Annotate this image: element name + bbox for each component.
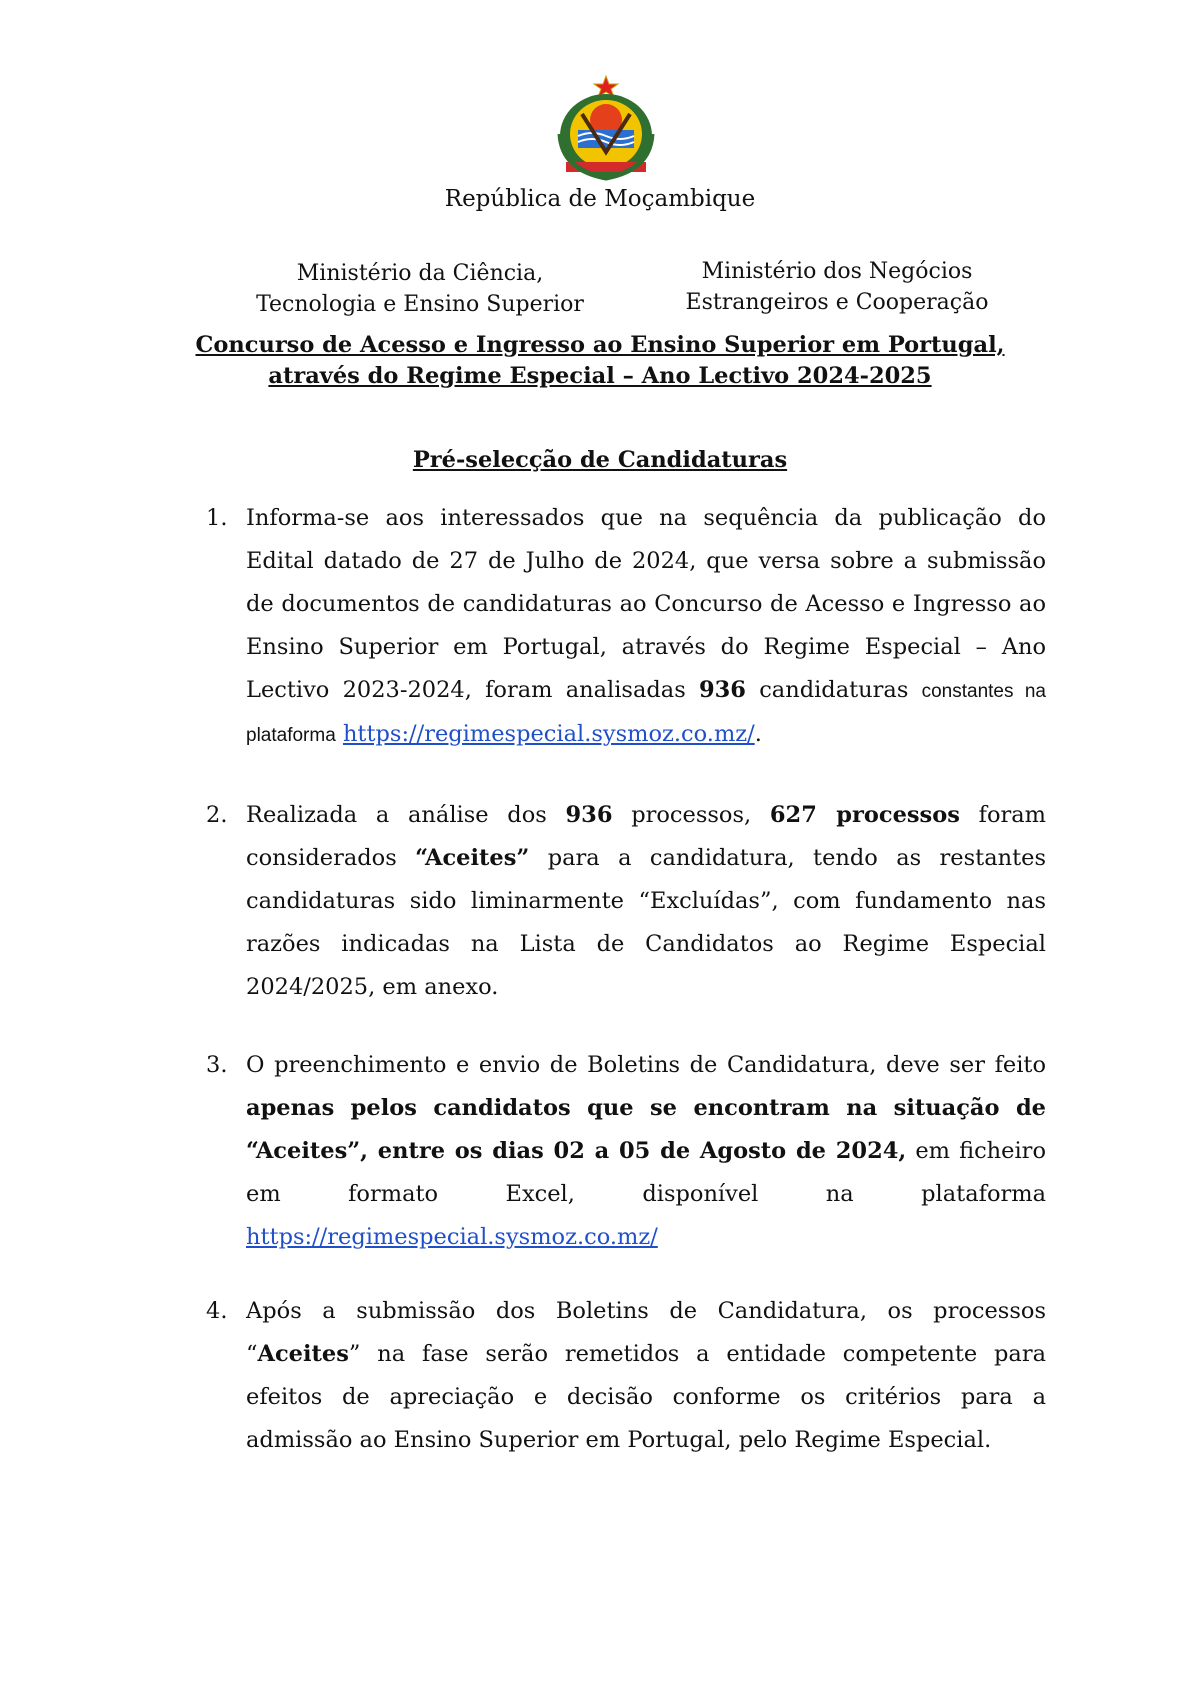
item-text: para a candidatura, tendo as restantes candidaturas sido liminarmente “Excluídas”, com fundamento nas razões indicadas na Lista de Candidatos ao Regime Especial 2024/2025, em anexo. [246, 845, 1047, 1000]
list-item-2 [206, 794, 1047, 1009]
ministry-foreign-line2: Estrangeiros e Cooperação [685, 290, 989, 315]
item-bold: 936 [565, 802, 613, 828]
mozambique-emblem-icon [552, 74, 660, 182]
document-title [120, 330, 1080, 392]
item-number: 2. [206, 802, 228, 828]
platform-link[interactable]: https://regimespecial.sysmoz.co.mz/ [342, 721, 755, 747]
item-text: O preenchimento e envio de Boletins de Candidatura, deve ser feito [246, 1052, 1046, 1078]
list-item-3 [206, 1044, 1046, 1259]
item-text: ” na fase serão remetidos a entidade competente para efeitos de apreciação e decisão conforme os critérios para a admissão ao Ensino Superior em Portugal, pelo Regime Especial. [246, 1341, 1046, 1453]
ministry-foreign-line1: Ministério dos Negócios [701, 259, 973, 284]
item-bold: 627 processos [769, 802, 960, 828]
list-item-1 [206, 497, 1046, 757]
item-text: candidaturas [745, 677, 922, 703]
title-line1: Concurso de Acesso e Ingresso ao Ensino Superior em Portugal, [195, 332, 1005, 358]
item-number: 3. [206, 1052, 228, 1078]
ministry-science-line1: Ministério da Ciência, [296, 261, 544, 286]
item-number: 4. [206, 1298, 228, 1324]
item-bold: apenas pelos candidatos que se encontram na situação de “Aceites”, entre os dias 02 a 05 de Agosto de 2024, [246, 1095, 1046, 1164]
list-item-4 [206, 1290, 1046, 1462]
platform-link[interactable]: https://regimespecial.sysmoz.co.mz/ [246, 1224, 658, 1250]
item-text: Informa-se aos interessados que na sequência da publicação do Edital datado de 27 de Julho de 2024, que versa sobre a submissão de documentos de candidaturas ao Concurso de Acesso e Ingresso ao Ensino Superior em Portugal, através do Regime Especial – Ano Lectivo 2023-2024, foram analisadas [246, 505, 1046, 703]
ministry-foreign-affairs [672, 256, 1002, 318]
item-text: constantes na plataforma [246, 681, 1046, 746]
country-name: República de Moçambique [444, 186, 756, 212]
item-bold: 936 [698, 677, 746, 703]
item-text: . [754, 721, 762, 747]
item-text: processos, [612, 802, 770, 828]
section-heading: Pré-selecção de Candidaturas [412, 447, 788, 473]
item-bold: Aceites [257, 1341, 349, 1367]
title-line2: através do Regime Especial – Ano Lectivo 2024-2025 [268, 363, 932, 389]
ministry-science-line2: Tecnologia e Ensino Superior [256, 292, 584, 317]
item-text: em ficheiro em formato Excel, disponível na plataforma [246, 1138, 1046, 1207]
ministry-science [240, 258, 600, 320]
item-text: Realizada a análise dos [246, 802, 566, 828]
item-number: 1. [206, 505, 228, 531]
item-text: Após a submissão dos Boletins de Candidatura, os processos “ [246, 1298, 1046, 1367]
item-bold: “Aceites” [415, 845, 530, 871]
item-text: foram considerados [246, 802, 1047, 871]
item-paragraph [246, 1044, 1046, 1216]
